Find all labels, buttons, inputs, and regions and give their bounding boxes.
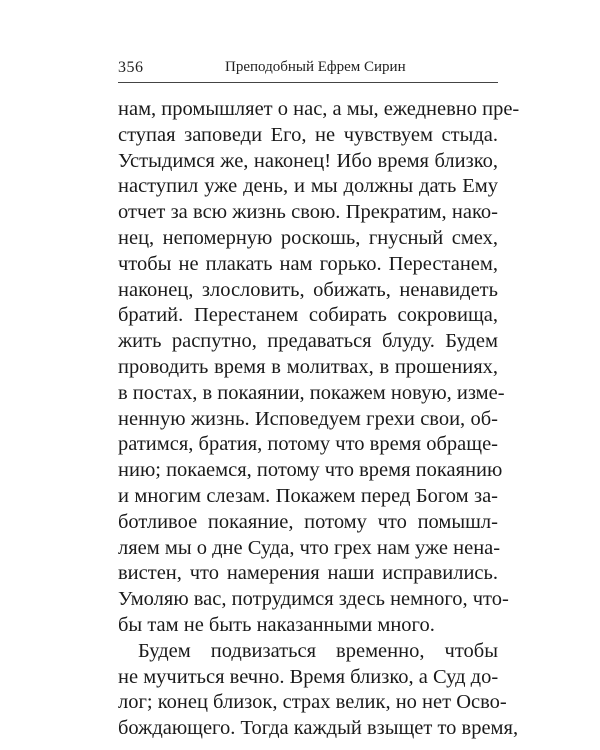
running-title: Преподобный Ефрем Сирин (225, 59, 406, 75)
text-line-paragraph-end: бы там не быть наказанными много. (118, 613, 435, 636)
text-line-paragraph-start: Будем подвизаться временно, чтобы (138, 639, 498, 662)
header-rule (118, 82, 498, 83)
text-line: проводить время в молитвах, в прошениях, (118, 355, 498, 378)
text-line: Устыдимся же, наконец! Ибо время близко, (118, 149, 498, 172)
text-line: и многим слезам. Покажем перед Богом за- (118, 484, 498, 507)
text-line: отчет за всю жизнь свою. Прекратим, нако- (118, 201, 498, 224)
text-line: ратимся, братия, потому что время обраще- (118, 433, 498, 456)
text-line: братий. Перестанем собирать сокровища, (118, 304, 498, 327)
text-line: ботливое покаяние, потому что помышл- (118, 510, 498, 533)
text-line: вистен, что намерения наши исправились. (118, 562, 498, 585)
text-line: нию; покаемся, потому что время покаянию (118, 459, 503, 482)
body-text (118, 97, 520, 742)
text-line: наконец, злословить, обижать, ненавидеть (118, 278, 498, 301)
text-line: не мучиться вечно. Время близко, а Суд до- (118, 665, 499, 688)
text-line: нец, непомерную роскошь, гнусный смех, (118, 226, 498, 249)
text-line: ступая заповеди Его, не чувствуем стыда. (118, 123, 498, 146)
text-line: чтобы не плакать нам горько. Перестанем, (118, 252, 498, 275)
text-line: жить распутно, предаваться блуду. Будем (118, 330, 498, 353)
text-line: нам, промышляет о нас, а мы, ежедневно пре- (118, 98, 520, 120)
text-line: бождающего. Тогда каждый взыщет то время, (118, 717, 519, 740)
text-line: Умоляю вас, потрудимся здесь немного, что- (118, 588, 509, 611)
text-line: ненную жизнь. Исповедуем грехи свои, об- (118, 407, 498, 430)
running-header (118, 52, 498, 80)
text-line: лог; конец близок, страх велик, но нет Осво- (118, 691, 507, 714)
text-line: наступил уже день, и мы должны дать Ему (118, 175, 498, 198)
text-line: в постах, в покаянии, покажем новую, изме- (118, 381, 505, 404)
page-number: 356 (118, 59, 144, 76)
text-line: ляем мы о дне Суда, что грех нам уже нена- (118, 536, 501, 559)
